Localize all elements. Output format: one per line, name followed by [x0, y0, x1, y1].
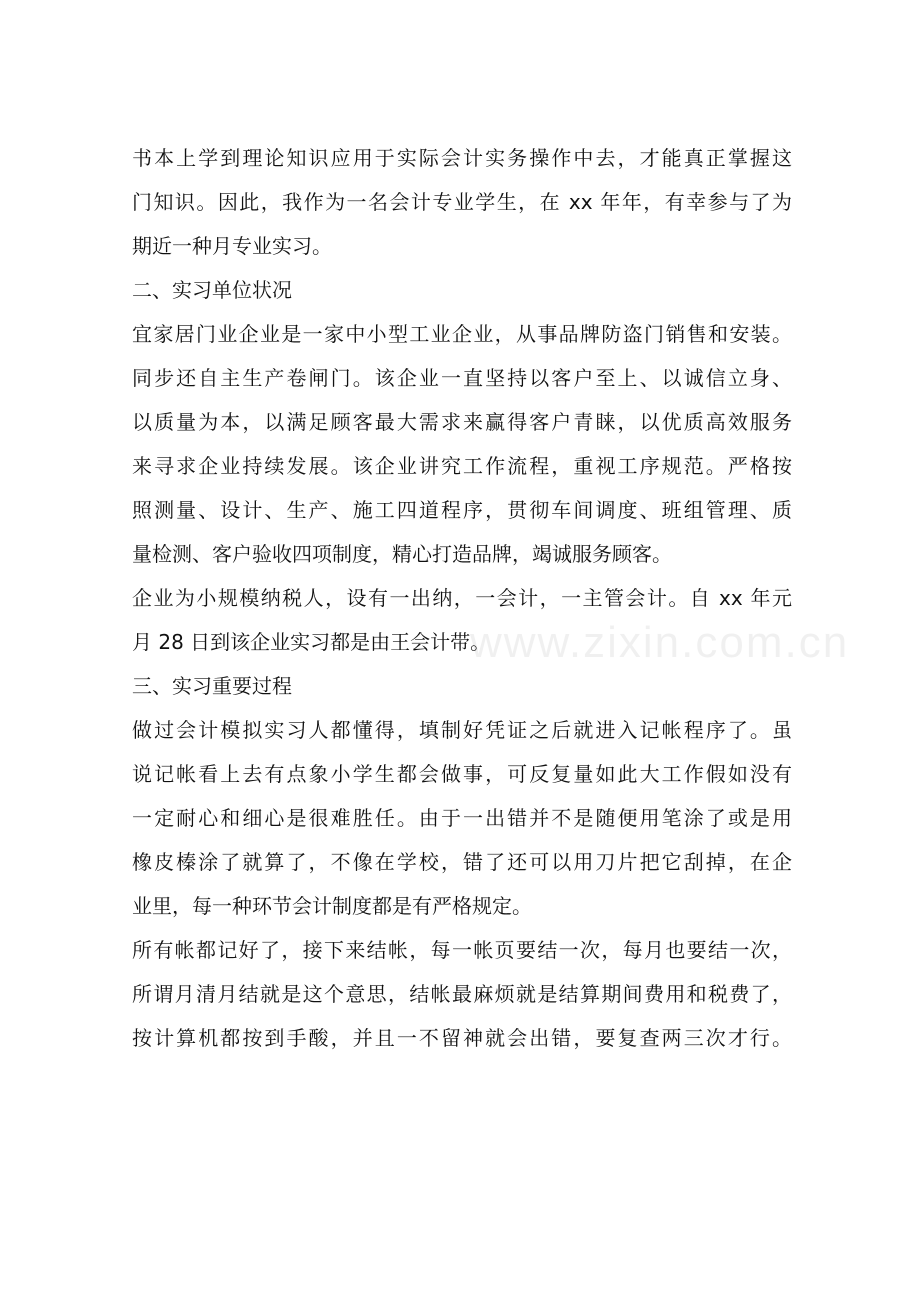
text-line: 一定耐心和细心是很难胜任。由于一出错并不是随便用笔涂了或是用 — [132, 806, 792, 830]
text-line: 三、实习重要过程 — [132, 674, 292, 698]
text-line: 门知识。因此，我作为一名会计专业学生，在 xx 年年，有幸参与了为 — [132, 190, 792, 214]
text-line: 二、实习单位状况 — [132, 278, 292, 302]
text-line: 按计算机都按到手酸，并且一不留神就会出错，要复查两三次才行。 — [132, 1026, 792, 1050]
text-line: 书本上学到理论知识应用于实际会计实务操作中去，才能真正掌握这 — [132, 146, 792, 170]
text-line: 月 28 日到该企业实习都是由王会计带。 — [132, 630, 491, 654]
text-line: 以质量为本，以满足顾客最大需求来赢得客户青睐，以优质高效服务 — [132, 410, 792, 434]
text-line: 量检测、客户验收四项制度，精心打造品牌，竭诚服务顾客。 — [132, 542, 672, 566]
text-line: 同步还自主生产卷闸门。该企业一直坚持以客户至上、以诚信立身、 — [132, 366, 792, 390]
text-line: 期近一种月专业实习。 — [132, 234, 332, 258]
document-body — [132, 136, 792, 1060]
text-line: 说记帐看上去有点象小学生都会做事，可反复量如此大工作假如没有 — [132, 762, 792, 786]
text-line: 橡皮榛涂了就算了，不像在学校，错了还可以用刀片把它刮掉，在企 — [132, 850, 792, 874]
text-line: 宜家居门业企业是一家中小型工业企业，从事品牌防盗门销售和安装。 — [132, 322, 792, 346]
watermark: www.zixin.com.cn — [470, 618, 850, 667]
text-line: 照测量、设计、生产、施工四道程序，贯彻车间调度、班组管理、质 — [132, 498, 792, 522]
text-line: 企业为小规模纳税人，设有一出纳，一会计，一主管会计。自 xx 年元 — [132, 586, 792, 610]
text-line: 业里，每一种环节会计制度都是有严格规定。 — [132, 894, 532, 918]
text-line: 做过会计模拟实习人都懂得，填制好凭证之后就进入记帐程序了。虽 — [132, 718, 792, 742]
text-line: 来寻求企业持续发展。该企业讲究工作流程，重视工序规范。严格按 — [132, 454, 792, 478]
text-line: 所谓月清月结就是这个意思，结帐最麻烦就是结算期间费用和税费了， — [132, 982, 792, 1006]
text-line: 所有帐都记好了，接下来结帐，每一帐页要结一次，每月也要结一次， — [132, 938, 792, 962]
